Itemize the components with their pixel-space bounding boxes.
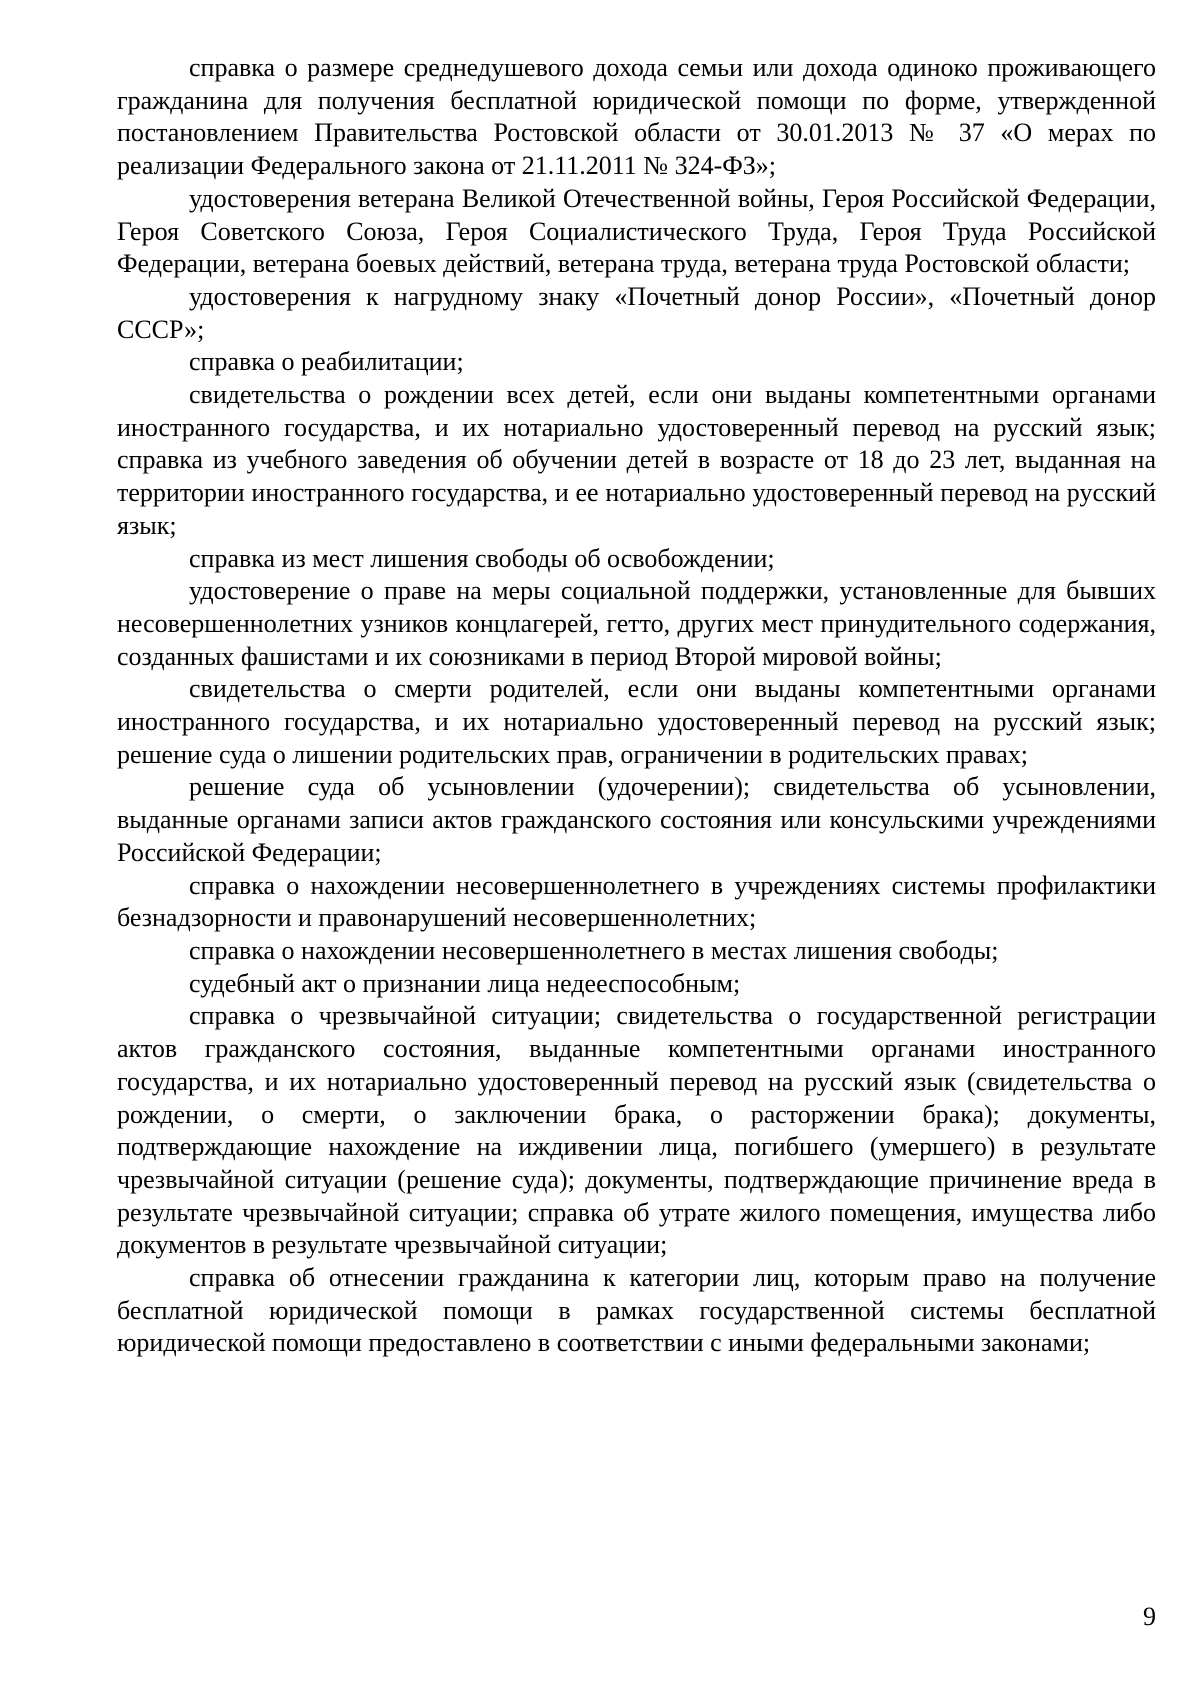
page-number: 9 [1143, 1602, 1156, 1631]
paragraph-other-federal-laws: справка об отнесении гражданина к категории лиц, которым право на получение бесплатной юридической помощи в рамках государственной системы бесплатной юридической помощи предоставлено в соответствии с иными федеральными законами; [117, 1263, 1156, 1358]
paragraph-birth-certificates: свидетельства о рождении всех детей, если они выданы компетентными органами иностранного государства, и их нотариально удостоверенный перевод на русский язык; справка из учебного заведения об обучении детей в возрасте от 18 до 23 лет, выданная на территории иностранного государства, и ее нотариально удостоверенный перевод на русский язык; [117, 380, 1156, 540]
paragraph-income-certificate: справка о размере среднедушевого дохода семьи или дохода одиноко проживающего гражданина для получения бесплатной юридической помощи по форме, утвержденной постановлением Правительства Ростовской области от 30.01.2013 № 37 «О мерах по реализации Федерального закона от 21.11.2011 № 324-ФЗ»; [117, 53, 1156, 181]
paragraph-release-certificate: справка из мест лишения свободы об освобождении; [189, 543, 775, 573]
paragraph-donor-badge: удостоверения к нагрудному знаку «Почетный донор России», «Почетный донор СССР»; [117, 281, 1156, 344]
paragraph-emergency: справка о чрезвычайной ситуации; свидетельства о государственной регистрации актов гражданского состояния, выданные компетентными органами иностранного государства, и их нотариально удостоверенный перевод на русский язык (свидетельства о рождении, о смерти, о заключении брака, о расторжении брака); документы, подтверждающие нахождение на иждивении лица, погибшего (умершего) в результате чрезвычайной ситуации (решение суда); документы, подтверждающие причинение вреда в результате чрезвычайной ситуации; справка об утрате жилого помещения, имущества либо документов в результате чрезвычайной ситуации; [117, 1001, 1156, 1260]
paragraph-rehabilitation: справка о реабилитации; [189, 347, 464, 377]
paragraph-incapacity: судебный акт о признании лица недееспособным; [189, 968, 741, 998]
paragraph-detention-minor: справка о нахождении несовершеннолетнего в местах лишения свободы; [189, 935, 999, 965]
document-body [117, 52, 1156, 1360]
paragraph-veteran-certificates: удостоверения ветерана Великой Отечественной войны, Героя Российской Федерации, Героя Советского Союза, Героя Социалистического Труда, Героя Труда Российской Федерации, ветерана боевых действий, ветерана труда, ветерана труда Ростовской области; [117, 183, 1156, 279]
paragraph-parents-death: свидетельства о смерти родителей, если они выданы компетентными органами иностранного государства, и их нотариально удостоверенный перевод на русский язык; решение суда о лишении родительских прав, ограничении в родительских правах; [117, 674, 1156, 769]
paragraph-prevention-institutions: справка о нахождении несовершеннолетнего в учреждениях системы профилактики безнадзорности и правонарушений несовершеннолетних; [117, 870, 1156, 933]
paragraph-adoption: решение суда об усыновлении (удочерении); свидетельства об усыновлении, выданные органами записи актов гражданского состояния или консульскими учреждениями Российской Федерации; [117, 772, 1156, 867]
paragraph-former-prisoners: удостоверение о праве на меры социальной поддержки, установленные для бывших несовершеннолетних узников концлагерей, гетто, других мест принудительного содержания, созданных фашистами и их союзниками в период Второй мировой войны; [117, 576, 1156, 671]
